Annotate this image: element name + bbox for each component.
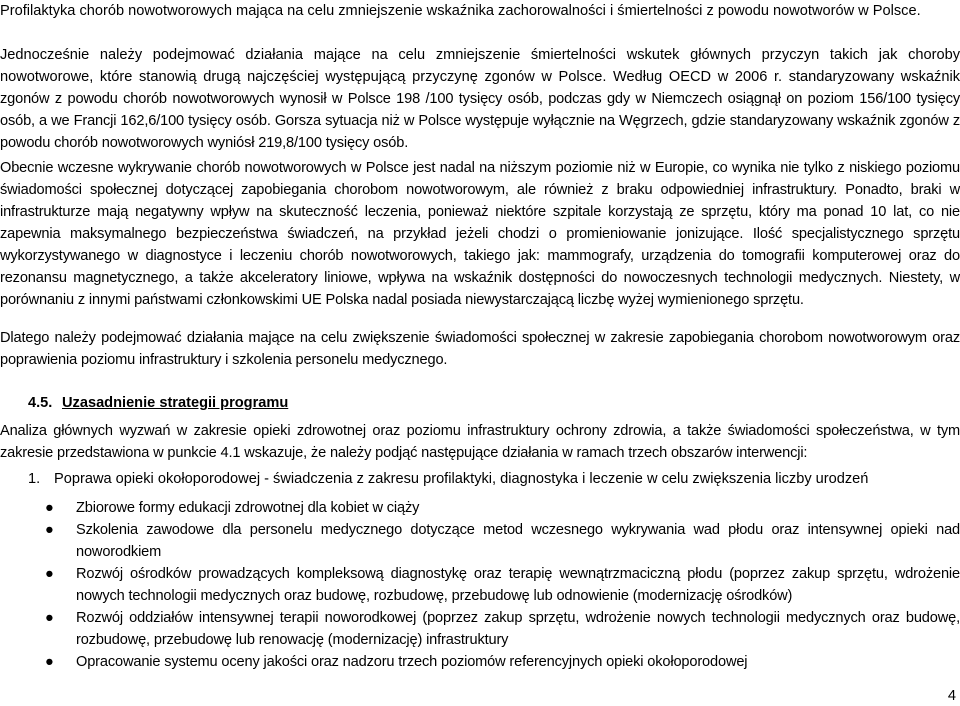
bullet-icon: ● <box>45 522 54 538</box>
intro-paragraph: Profilaktyka chorób nowotworowych mająca na celu zmniejszenie wskaźnika zachorowalności i śmiertelności z powodu nowotworów w Polsce. <box>0 3 921 19</box>
bullet-icon: ● <box>45 500 54 516</box>
infrastructure-paragraph: Obecnie wczesne wykrywanie chorób nowotworowych w Polsce jest nadal na niższym poziomie niż w Europie, co wynika nie tylko z niskiego poziomu świadomości społecznej dotyczącej zapobiegania chorobom nowotworowym, ale również z braku odpowiedniej infrastruktury. Ponadto, braki w infrastrukturze mają negatywny wpływ na skuteczność leczenia, ponieważ niektóre szpitale korzystają ze sprzętu, który ma ponad 10 lat, co nie zapewnia maksymalnego bezpieczeństwa świadczeń, na przykład jeżeli chodzi o promieniowanie jonizujące. Ilość specjalistycznego sprzętu wykorzystywanego w diagnostyce i leczeniu chorób nowotworowych, takiego jak: mammografy, urządzenia do tomografii komputerowej oraz do rezonansu magnetycznego, a także akceleratory liniowe, wpływa na wskaźnik dostępności do nowoczesnych technologii medycznych. Niestety, w porównaniu z innymi państwami członkowskimi UE Polska nadal posiada niewystarczającą liczbę wyżej wymienionego sprzętu. <box>0 160 960 308</box>
mortality-paragraph-rest: zgonów z powodu chorób nowotworowych wynosił w Polsce 198 /100 tysięcy osób, podczas gdy w Niemczech osiągnął on poziom 156/100 tysięcy osób, a we Francji 162,6/100 tysięcy osób. Gorsza sytuacja niż w Polsce występuje wyłącznie na Węgrzech, gdzie standaryzowany wskaźnik zgonów z powodu chorób nowotworowych wyniósł 219,8/100 tysięcy osób. <box>0 91 960 151</box>
list-item-text: Zbiorowe formy edukacji zdrowotnej dla kobiet w ciąży <box>76 500 420 516</box>
list-item <box>0 497 960 519</box>
bullet-icon: ● <box>45 610 54 626</box>
numbered-item <box>28 468 960 490</box>
list-item <box>0 651 960 673</box>
list-item <box>0 519 960 563</box>
bullet-icon: ● <box>45 654 54 670</box>
list-item-text: Rozwój ośrodków prowadzących kompleksową diagnostykę oraz terapię wewnątrzmaciczną płodu (poprzez zakup sprzętu, wdrożenie nowych technologii medycznych oraz budowę, rozbudowę, przebudowę lub odnowienie (modernizację ośrodków) <box>76 566 960 604</box>
list-item-text: Opracowanie systemu oceny jakości oraz nadzoru trzech poziomów referencyjnych opieki okołoporodowej <box>76 654 748 670</box>
mortality-paragraph-lead: Jednocześnie należy podejmować działania mające na celu zmniejszenie śmiertelności wskutek głównych przyczyn takich jak choroby nowotworowe, które stanowią drugą najczęściej występującą przyczynę zgonów w Polsce. Według OECD w 2006 r. standaryzowany wskaźnik <box>0 47 960 85</box>
bullet-list <box>0 497 960 673</box>
bullet-icon: ● <box>45 566 54 582</box>
section-title: Uzasadnienie strategii programu <box>62 395 289 411</box>
mortality-paragraph <box>0 44 960 154</box>
list-item <box>0 607 960 651</box>
numbered-item-number: 1. <box>28 471 41 487</box>
section-heading <box>28 392 288 414</box>
list-item-text: Rozwój oddziałów intensywnej terapii noworodkowej (poprzez zakup sprzętu, wdrożenie nowych technologii medycznych oraz budowę, rozbudowę, przebudowę lub renowację (modernizację) infrastruktury <box>76 610 960 648</box>
conclusion-paragraph: Dlatego należy podejmować działania mające na celu zwiększenie świadomości społecznej w zakresie zapobiegania chorobom nowotworowym oraz poprawienia poziomu infrastruktury i szkolenia personelu medycznego. <box>0 330 960 368</box>
analysis-paragraph: Analiza głównych wyzwań w zakresie opieki zdrowotnej oraz poziomu infrastruktury ochrony zdrowia, a także świadomości społeczeństwa, w tym zakresie przedstawiona w punkcie 4.1 wskazuje, że należy podjąć następujące działania w ramach trzech obszarów interwencji: <box>0 423 960 461</box>
page-number: 4 <box>947 688 956 704</box>
section-number: 4.5. <box>28 395 53 411</box>
list-item <box>0 563 960 607</box>
numbered-item-text: Poprawa opieki okołoporodowej - świadczenia z zakresu profilaktyki, diagnostyka i leczenie w celu zwiększenia liczby urodzeń <box>54 471 869 487</box>
list-item-text: Szkolenia zawodowe dla personelu medycznego dotyczące metod wczesnego wykrywania wad płodu oraz intensywnej opieki nad noworodkiem <box>76 522 960 560</box>
